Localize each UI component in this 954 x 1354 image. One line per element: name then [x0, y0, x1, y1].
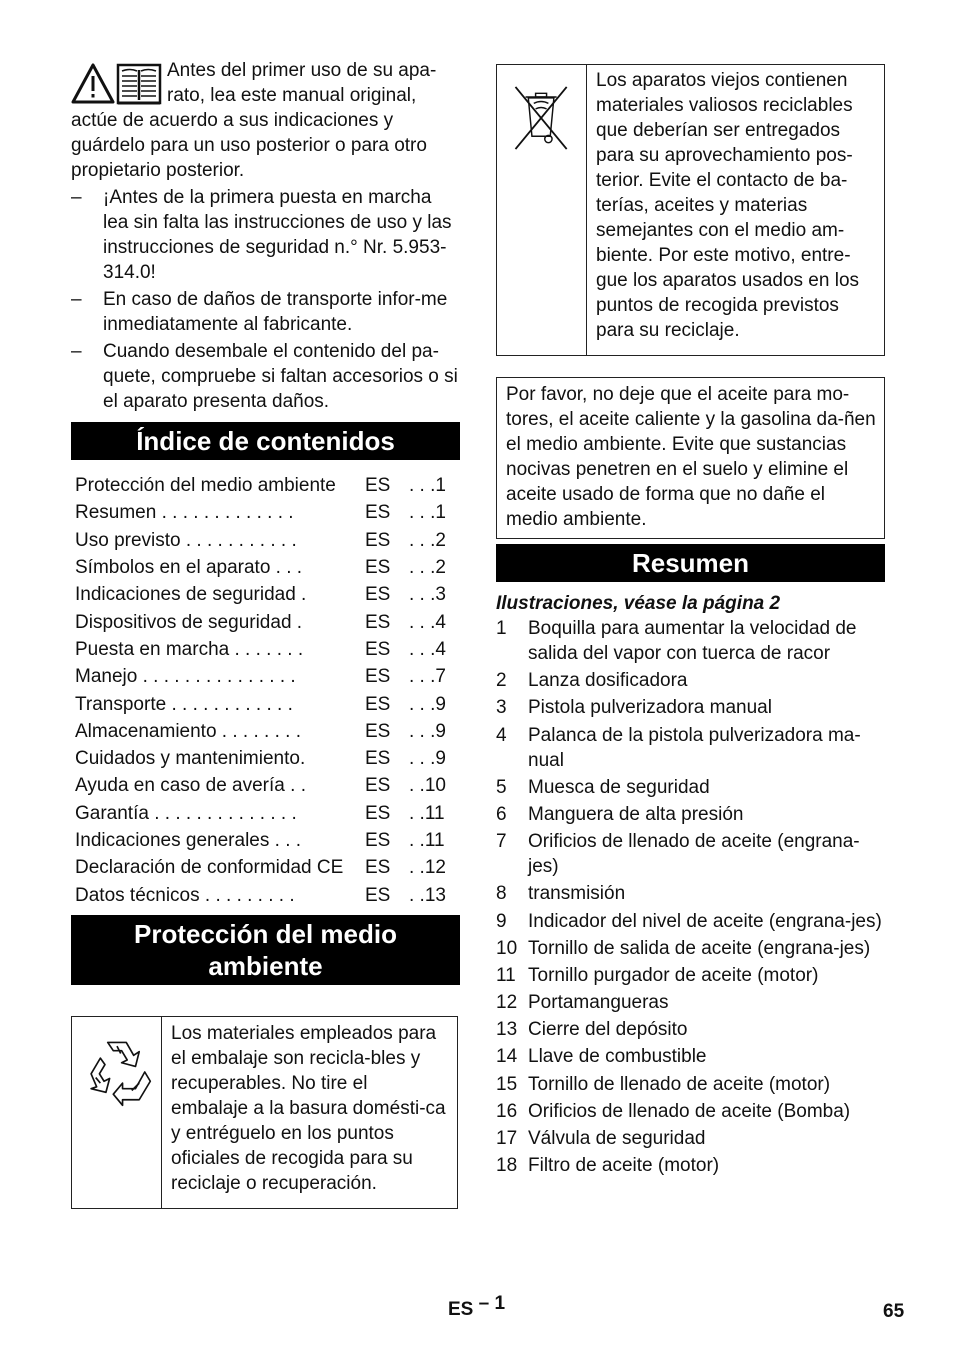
toc-code: ES — [365, 884, 391, 906]
toc-heading: Índice de contenidos — [71, 422, 460, 460]
manual-book-icon — [118, 65, 160, 103]
toc-title: Manejo . . . . . . . . . . . . . . . — [75, 666, 296, 688]
item-text: Filtro de aceite (motor) — [528, 1155, 720, 1177]
toc-code: ES — [365, 666, 391, 688]
item-number: 14 — [496, 1046, 518, 1068]
toc-row — [71, 881, 460, 908]
item-text: Orificios de llenado de aceite (engrana-jes) — [528, 831, 860, 878]
toc-row — [71, 827, 460, 854]
toc-title: Protección del medio ambiente — [75, 475, 336, 497]
page-number: 65 — [883, 1301, 905, 1322]
toc-code: ES — [365, 857, 391, 879]
item-text: Tornillo purgador de aceite (motor) — [528, 964, 819, 986]
list-item — [496, 668, 885, 693]
item-number: 6 — [496, 803, 507, 825]
environment-heading: Protección del medio ambiente — [71, 915, 460, 985]
item-text: Portamangueras — [528, 992, 669, 1014]
list-item — [496, 1126, 885, 1151]
list-item — [496, 723, 885, 773]
toc-page: . .10 — [409, 775, 446, 797]
crossed-bin-icon — [510, 81, 574, 155]
list-item — [496, 1072, 885, 1097]
intro-line-1: Antes del primer uso de su apa- — [167, 60, 437, 81]
toc-code: ES — [365, 748, 391, 770]
item-text: Indicador del nivel de aceite (engrana-jes) — [528, 910, 882, 932]
item-number: 12 — [496, 992, 518, 1014]
recycle-box — [71, 1016, 458, 1209]
toc-row — [71, 554, 460, 581]
toc-page: . . .7 — [409, 666, 446, 688]
toc-page: . .13 — [409, 884, 446, 906]
toc-row — [71, 472, 460, 499]
item-number: 13 — [496, 1019, 518, 1041]
right-column — [496, 64, 885, 1180]
toc-page: . . .3 — [409, 584, 446, 606]
toc-title: Puesta en marcha . . . . . . . — [75, 638, 304, 660]
toc-title: Resumen . . . . . . . . . . . . . — [75, 502, 294, 524]
toc-title: Indicaciones generales . . . — [75, 830, 302, 851]
item-text: Válvula de seguridad — [528, 1128, 706, 1149]
toc-page: . . .2 — [409, 557, 446, 579]
toc-page: . . .4 — [409, 638, 446, 660]
list-item: – En caso de daños de transporte infor-me inmediatamente al fabricante. — [71, 289, 448, 335]
toc-row — [71, 636, 460, 663]
illustrations-subheading: Ilustraciones, véase la página 2 — [496, 593, 781, 614]
list-item — [496, 616, 885, 666]
toc-title: Declaración de conformidad CE — [75, 857, 344, 879]
list-item — [496, 909, 885, 934]
toc-page: . . .9 — [409, 720, 446, 742]
table-of-contents — [71, 472, 460, 909]
item-text: Lanza dosificadora — [528, 670, 688, 692]
toc-page: . . .1 — [409, 502, 446, 524]
toc-title: Garantía . . . . . . . . . . . . . . — [75, 802, 297, 824]
list-item — [496, 775, 885, 800]
toc-page: . . .2 — [409, 529, 446, 551]
footer-section-marker: ES – 1 — [448, 1293, 506, 1320]
toc-title: Datos técnicos . . . . . . . . . — [75, 884, 295, 906]
toc-row — [71, 854, 460, 881]
toc-code: ES — [365, 802, 391, 824]
toc-title: Almacenamiento . . . . . . . . — [75, 720, 301, 742]
list-item — [496, 1099, 885, 1124]
item-text: Tornillo de llenado de aceite (motor) — [528, 1073, 831, 1095]
toc-page: . .12 — [409, 857, 446, 879]
toc-title: Transporte . . . . . . . . . . . . — [75, 693, 293, 715]
item-number: 17 — [496, 1128, 518, 1149]
list-item: – Cuando desembale el contenido del pa-quete, compruebe si faltan accesorios o si el aparato presenta daños. — [71, 341, 458, 412]
intro-rest: actúe de acuerdo a sus indicaciones y guárdelo para un uso posterior o para otro propietario posterior. — [71, 110, 427, 181]
toc-row — [71, 581, 460, 608]
list-item — [496, 936, 885, 961]
toc-row — [71, 745, 460, 772]
item-number: 2 — [496, 670, 507, 692]
item-text: Muesca de seguridad — [528, 776, 710, 798]
toc-page: . . .9 — [409, 693, 446, 715]
list-item — [496, 881, 885, 906]
toc-row — [71, 800, 460, 827]
item-text: Llave de combustible — [528, 1046, 707, 1068]
toc-row — [71, 663, 460, 690]
item-text: Manguera de alta presión — [528, 803, 744, 825]
item-number: 16 — [496, 1100, 518, 1122]
toc-row — [71, 608, 460, 635]
list-item — [496, 1153, 885, 1178]
toc-row — [71, 527, 460, 554]
toc-row — [71, 718, 460, 745]
list-item — [496, 990, 885, 1015]
item-text: Tornillo de salida de aceite (engrana-jes) — [528, 937, 871, 959]
toc-code: ES — [365, 830, 391, 851]
toc-code: ES — [365, 775, 391, 797]
toc-page: . .11 — [409, 830, 445, 851]
toc-title: Uso previsto . . . . . . . . . . . — [75, 529, 297, 551]
toc-page: . . .9 — [409, 748, 446, 770]
oil-notice-text: Por favor, no deje que el aceite para mo-tores, el aceite caliente y la gasolina da-ñen el medio ambiente. Evite que sustancias nocivas penetren en el suelo y elimine el aceite usado de forma que no dañe el medio ambiente. — [506, 384, 876, 530]
item-number: 5 — [496, 776, 507, 798]
weee-text: Los aparatos viejos contienen materiales valiosos reciclables que deberían ser entregados para su aprovechamiento pos-terior. Evite el contacto de ba-terías, aceites y materias semejantes con el medio am-biente. Por este motivo, entre-gue los aparatos usados en los puntos de recogida previstos para su reciclaje. — [596, 70, 860, 341]
item-number: 11 — [496, 964, 516, 986]
recycle-text: Los materiales empleados para el embalaje son recicla-bles y recuperables. No tire el embalaje a la basura domésti-ca y entréguelo en los puntos oficiales de recogida para su reciclaje o recuperación. — [171, 1022, 446, 1194]
item-number: 15 — [496, 1073, 518, 1095]
oil-notice-box — [496, 377, 885, 539]
toc-page: . . .1 — [409, 475, 446, 497]
weee-icon-cell — [497, 65, 587, 355]
component-legend-list — [496, 616, 885, 1178]
item-text: Cierre del depósito — [528, 1019, 688, 1041]
item-number: 10 — [496, 937, 518, 959]
list-item — [496, 829, 885, 879]
item-number: 3 — [496, 697, 507, 719]
toc-code: ES — [365, 584, 391, 606]
list-item: – ¡Antes de la primera puesta en marcha lea sin falta las instrucciones de uso y las instrucciones de seguridad n.° Nr. 5.953-314.0! — [71, 187, 452, 283]
recycle-icon — [80, 1035, 154, 1109]
intro-bullet-list — [71, 185, 460, 414]
toc-title: Cuidados y mantenimiento. — [75, 748, 306, 770]
warning-icon — [73, 65, 113, 102]
item-text: Pistola pulverizadora manual — [528, 697, 772, 719]
item-number: 1 — [496, 618, 507, 639]
toc-page: . . .4 — [409, 611, 446, 633]
toc-code: ES — [365, 693, 391, 715]
item-number: 18 — [496, 1155, 518, 1177]
toc-title: Indicaciones de seguridad . — [75, 584, 307, 606]
toc-code: ES — [365, 529, 391, 551]
left-column — [71, 58, 460, 1209]
item-text: Boquilla para aumentar la velocidad de salida del vapor con tuerca de racor — [528, 618, 857, 664]
item-text: Palanca de la pistola pulverizadora ma-nual — [528, 724, 861, 771]
item-number: 9 — [496, 910, 507, 932]
list-item — [496, 802, 885, 827]
item-text: Orificios de llenado de aceite (Bomba) — [528, 1100, 851, 1122]
item-number: 4 — [496, 724, 507, 746]
list-item — [496, 1017, 885, 1042]
item-number: 7 — [496, 831, 507, 853]
toc-page: . .11 — [409, 802, 445, 824]
toc-code: ES — [365, 475, 391, 497]
weee-box — [496, 64, 885, 356]
toc-code: ES — [365, 638, 391, 660]
toc-code: ES — [365, 502, 391, 524]
intro-line-2: rato, lea este manual original, — [167, 85, 417, 106]
warning-and-manual-icons — [71, 62, 163, 108]
list-item — [496, 695, 885, 720]
list-item — [496, 963, 885, 988]
recycle-icon-cell — [72, 1017, 162, 1208]
toc-row — [71, 772, 460, 799]
toc-code: ES — [365, 557, 391, 579]
toc-code: ES — [365, 611, 391, 633]
toc-title: Símbolos en el aparato . . . — [75, 557, 303, 579]
intro-note — [71, 58, 460, 183]
toc-code: ES — [365, 720, 391, 742]
item-number: 8 — [496, 883, 507, 905]
toc-row — [71, 690, 460, 717]
list-item — [496, 1044, 885, 1069]
toc-title: Dispositivos de seguridad . — [75, 611, 303, 633]
toc-row — [71, 499, 460, 526]
summary-heading: Resumen — [496, 544, 885, 582]
item-text: transmisión — [528, 883, 626, 905]
toc-title: Ayuda en caso de avería . . — [75, 775, 306, 797]
